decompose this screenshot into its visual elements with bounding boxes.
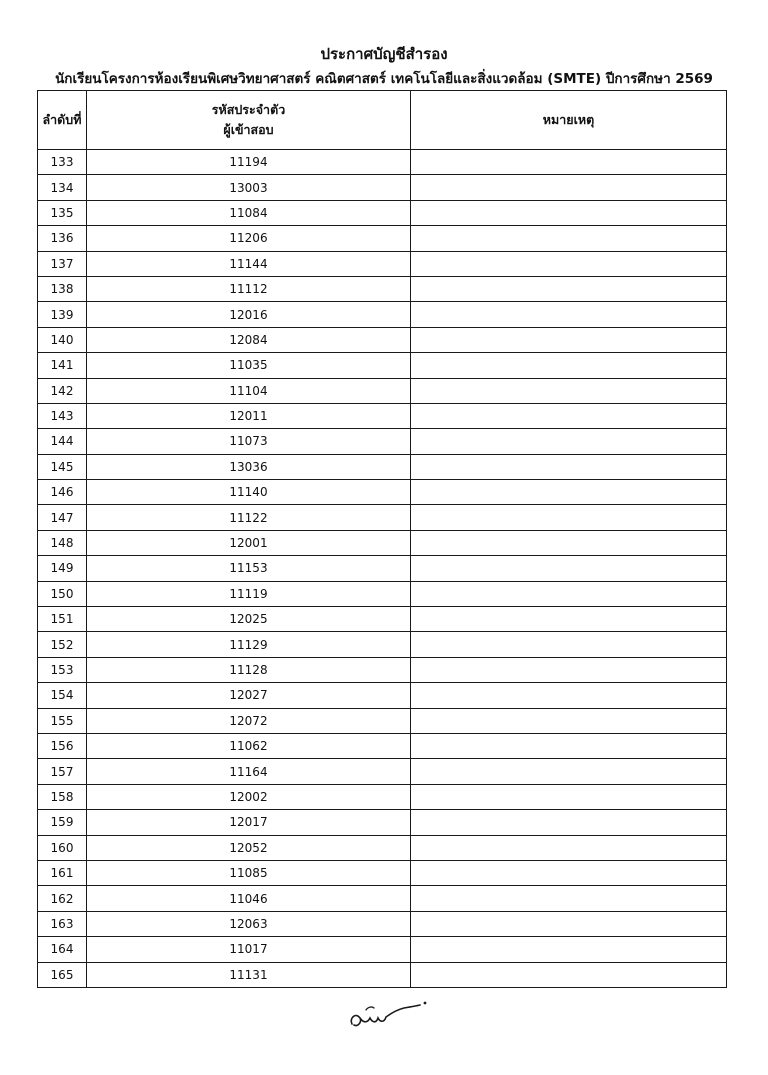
cell-order: 136	[38, 226, 87, 251]
table-row	[38, 378, 727, 403]
cell-note	[411, 759, 727, 784]
header-candidate-id	[87, 91, 411, 150]
cell-candidate-id: 12063	[87, 911, 411, 936]
table-row	[38, 556, 727, 581]
cell-candidate-id: 11084	[87, 200, 411, 225]
cell-note	[411, 276, 727, 301]
table-row	[38, 860, 727, 885]
cell-candidate-id: 12052	[87, 835, 411, 860]
table-row	[38, 733, 727, 758]
table-row	[38, 454, 727, 479]
cell-note	[411, 784, 727, 809]
cell-order: 158	[38, 784, 87, 809]
table-row	[38, 327, 727, 352]
table-row	[38, 505, 727, 530]
table-body	[38, 150, 727, 988]
cell-candidate-id: 11131	[87, 962, 411, 987]
cell-order: 148	[38, 530, 87, 555]
cell-candidate-id: 11164	[87, 759, 411, 784]
cell-note	[411, 937, 727, 962]
cell-order: 147	[38, 505, 87, 530]
cell-note	[411, 403, 727, 428]
cell-order: 133	[38, 150, 87, 175]
cell-order: 138	[38, 276, 87, 301]
cell-candidate-id: 13003	[87, 175, 411, 200]
cell-order: 143	[38, 403, 87, 428]
header-id-line1: รหัสประจำตัว	[211, 102, 286, 117]
table-header-row	[38, 91, 727, 150]
cell-order: 135	[38, 200, 87, 225]
cell-candidate-id: 12027	[87, 683, 411, 708]
cell-order: 139	[38, 302, 87, 327]
table-row	[38, 480, 727, 505]
cell-candidate-id: 11144	[87, 251, 411, 276]
table-row	[38, 708, 727, 733]
cell-candidate-id: 11128	[87, 657, 411, 682]
cell-order: 161	[38, 860, 87, 885]
cell-note	[411, 657, 727, 682]
cell-order: 149	[38, 556, 87, 581]
cell-note	[411, 327, 727, 352]
table-row	[38, 226, 727, 251]
table-row	[38, 937, 727, 962]
cell-order: 145	[38, 454, 87, 479]
cell-order: 151	[38, 607, 87, 632]
cell-note	[411, 683, 727, 708]
cell-note	[411, 733, 727, 758]
cell-candidate-id: 11153	[87, 556, 411, 581]
cell-candidate-id: 11035	[87, 353, 411, 378]
cell-order: 134	[38, 175, 87, 200]
cell-order: 141	[38, 353, 87, 378]
cell-note	[411, 911, 727, 936]
table-row	[38, 657, 727, 682]
cell-candidate-id: 12084	[87, 327, 411, 352]
cell-order: 155	[38, 708, 87, 733]
cell-order: 146	[38, 480, 87, 505]
cell-order: 165	[38, 962, 87, 987]
cell-order: 144	[38, 429, 87, 454]
cell-note	[411, 302, 727, 327]
cell-candidate-id: 12072	[87, 708, 411, 733]
table-row	[38, 683, 727, 708]
cell-note	[411, 530, 727, 555]
cell-note	[411, 251, 727, 276]
cell-candidate-id: 12001	[87, 530, 411, 555]
cell-note	[411, 505, 727, 530]
cell-order: 137	[38, 251, 87, 276]
cell-order: 150	[38, 581, 87, 606]
cell-candidate-id: 11062	[87, 733, 411, 758]
document-subtitle: นักเรียนโครงการห้องเรียนพิเศษวิทยาศาสตร์ คณิตศาสตร์ เทคโนโลยีและสิ่งแวดล้อม (SMTE) ปีการศึกษา 2569	[55, 71, 713, 87]
cell-order: 154	[38, 683, 87, 708]
cell-candidate-id: 11085	[87, 860, 411, 885]
cell-note	[411, 708, 727, 733]
cell-note	[411, 860, 727, 885]
cell-candidate-id: 11140	[87, 480, 411, 505]
table-row	[38, 962, 727, 987]
cell-candidate-id: 12011	[87, 403, 411, 428]
table-row	[38, 530, 727, 555]
handwritten-signature-icon	[346, 994, 436, 1034]
cell-note	[411, 454, 727, 479]
table-row	[38, 150, 727, 175]
cell-note	[411, 632, 727, 657]
table-row	[38, 429, 727, 454]
cell-order: 164	[38, 937, 87, 962]
cell-candidate-id: 11129	[87, 632, 411, 657]
table-row	[38, 175, 727, 200]
cell-note	[411, 962, 727, 987]
table-row	[38, 911, 727, 936]
header-note	[411, 91, 727, 150]
header-note-label: หมายเหตุ	[542, 112, 595, 127]
cell-note	[411, 429, 727, 454]
reserve-list-table	[37, 90, 727, 988]
cell-note	[411, 480, 727, 505]
cell-note	[411, 200, 727, 225]
table-row	[38, 353, 727, 378]
cell-note	[411, 607, 727, 632]
cell-order: 156	[38, 733, 87, 758]
cell-candidate-id: 11206	[87, 226, 411, 251]
cell-order: 142	[38, 378, 87, 403]
header-order	[38, 91, 87, 150]
table-row	[38, 403, 727, 428]
cell-candidate-id: 11046	[87, 886, 411, 911]
table-row	[38, 886, 727, 911]
cell-note	[411, 378, 727, 403]
cell-candidate-id: 12017	[87, 810, 411, 835]
table-row	[38, 759, 727, 784]
cell-order: 157	[38, 759, 87, 784]
cell-order: 162	[38, 886, 87, 911]
header-id-line2: ผู้เข้าสอบ	[223, 122, 274, 137]
table-row	[38, 302, 727, 327]
cell-note	[411, 556, 727, 581]
cell-order: 152	[38, 632, 87, 657]
document-title: ประกาศบัญชีสำรอง	[320, 45, 448, 63]
cell-note	[411, 226, 727, 251]
cell-candidate-id: 11073	[87, 429, 411, 454]
cell-candidate-id: 11194	[87, 150, 411, 175]
cell-candidate-id: 13036	[87, 454, 411, 479]
cell-order: 159	[38, 810, 87, 835]
cell-order: 163	[38, 911, 87, 936]
cell-note	[411, 175, 727, 200]
cell-candidate-id: 12002	[87, 784, 411, 809]
table-row	[38, 200, 727, 225]
cell-candidate-id: 12025	[87, 607, 411, 632]
header-order-label: ลำดับที่	[42, 112, 82, 127]
table-row	[38, 276, 727, 301]
cell-order: 140	[38, 327, 87, 352]
cell-candidate-id: 12016	[87, 302, 411, 327]
cell-note	[411, 581, 727, 606]
cell-note	[411, 810, 727, 835]
table-row	[38, 607, 727, 632]
table-row	[38, 784, 727, 809]
table-row	[38, 632, 727, 657]
table-row	[38, 251, 727, 276]
table-row	[38, 810, 727, 835]
cell-note	[411, 835, 727, 860]
cell-note	[411, 886, 727, 911]
cell-candidate-id: 11119	[87, 581, 411, 606]
cell-note	[411, 150, 727, 175]
cell-candidate-id: 11122	[87, 505, 411, 530]
cell-note	[411, 353, 727, 378]
cell-order: 153	[38, 657, 87, 682]
table-row	[38, 835, 727, 860]
cell-candidate-id: 11017	[87, 937, 411, 962]
table-row	[38, 581, 727, 606]
cell-order: 160	[38, 835, 87, 860]
cell-candidate-id: 11104	[87, 378, 411, 403]
cell-candidate-id: 11112	[87, 276, 411, 301]
